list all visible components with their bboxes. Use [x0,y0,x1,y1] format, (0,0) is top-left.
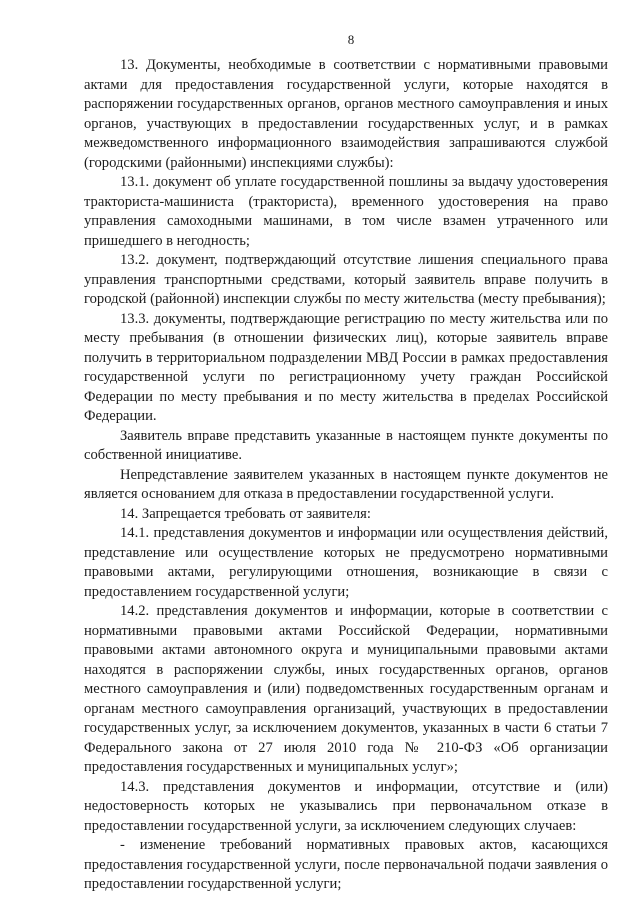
paragraph-13-1: 13.1. документ об уплате государственной пошлины за выдачу удостоверения тракториста-машиниста (тракториста), временного удостоверения на право управления самоходными машинами, в том числе взамен утраченного или пришедшего в негодность; [84,174,608,249]
paragraph-own-initiative: Заявитель вправе представить указанные в настоящем пункте документы по собственной инициативе. [84,427,608,463]
page-number: 8 [347,32,355,47]
paragraph-13-2: 13.2. документ, подтверждающий отсутствие лишения специального права управления транспортными средствами, который заявитель вправе получить в городской (районной) инспекции службы по месту жительства (месту пребывания); [84,252,608,307]
paragraph-non-submission: Непредставление заявителем указанных в настоящем пункте документов не является основанием для отказа в предоставлении государственной услуги. [84,466,608,502]
paragraph-14: 14. Запрещается требовать от заявителя: [120,505,371,522]
paragraph-14-3-item: - изменение требований нормативных правовых актов, касающихся предоставления государственной услуги, после первоначальной подачи заявления о предоставлении государственной услуги; [84,837,608,892]
paragraph-14-2: 14.2. представления документов и информации, которые в соответствии с нормативными правовыми актами Российской Федерации, нормативными правовыми актами автономного округа и муниципальными правовыми актами находятся в распоряжении службы, иных государственных органов, органов местного самоуправления и (или) подведомственных государственным органам и органам местного самоуправления организаций, участвующих в предоставлении государственных услуг, за исключением документов, указанных в части 6 статьи 7 Федерального закона от 27 июля 2010 года № 210-ФЗ «Об организации предоставления государственных и муниципальных услуг»; [84,603,608,775]
paragraph-14-1: 14.1. представления документов и информации или осуществления действий, представление или осуществление которых не предусмотрено нормативными правовыми актами, регулирующими отношения, возникающие в связи с предоставлением государственной услуги; [84,525,608,600]
paragraph-13-3: 13.3. документы, подтверждающие регистрацию по месту жительства или по месту пребывания (в отношении физических лиц), которые заявитель вправе получить в территориальном подразделении МВД России в рамках предоставления государственной услуги по регистрационному учету граждан Российской Федерации по месту пребывания и по месту жительства в пределах Российской Федерации. [84,310,608,424]
document-body [84,56,608,895]
paragraph-13: 13. Документы, необходимые в соответствии с нормативными правовыми актами для предоставления государственной услуги, которые находятся в распоряжении государственных органов, органов местного самоуправления и иных органов, участвующих в предоставлении государственных услуг, и в рамках межведомственного информационного взаимодействия запрашиваются службой (городскими (районными) инспекциями службы): [84,57,608,171]
paragraph-14-3: 14.3. представления документов и информации, отсутствие и (или) недостоверность которых не указывались при первоначальном отказе в предоставлении государственной услуги, за исключением следующих случаев: [84,778,608,834]
